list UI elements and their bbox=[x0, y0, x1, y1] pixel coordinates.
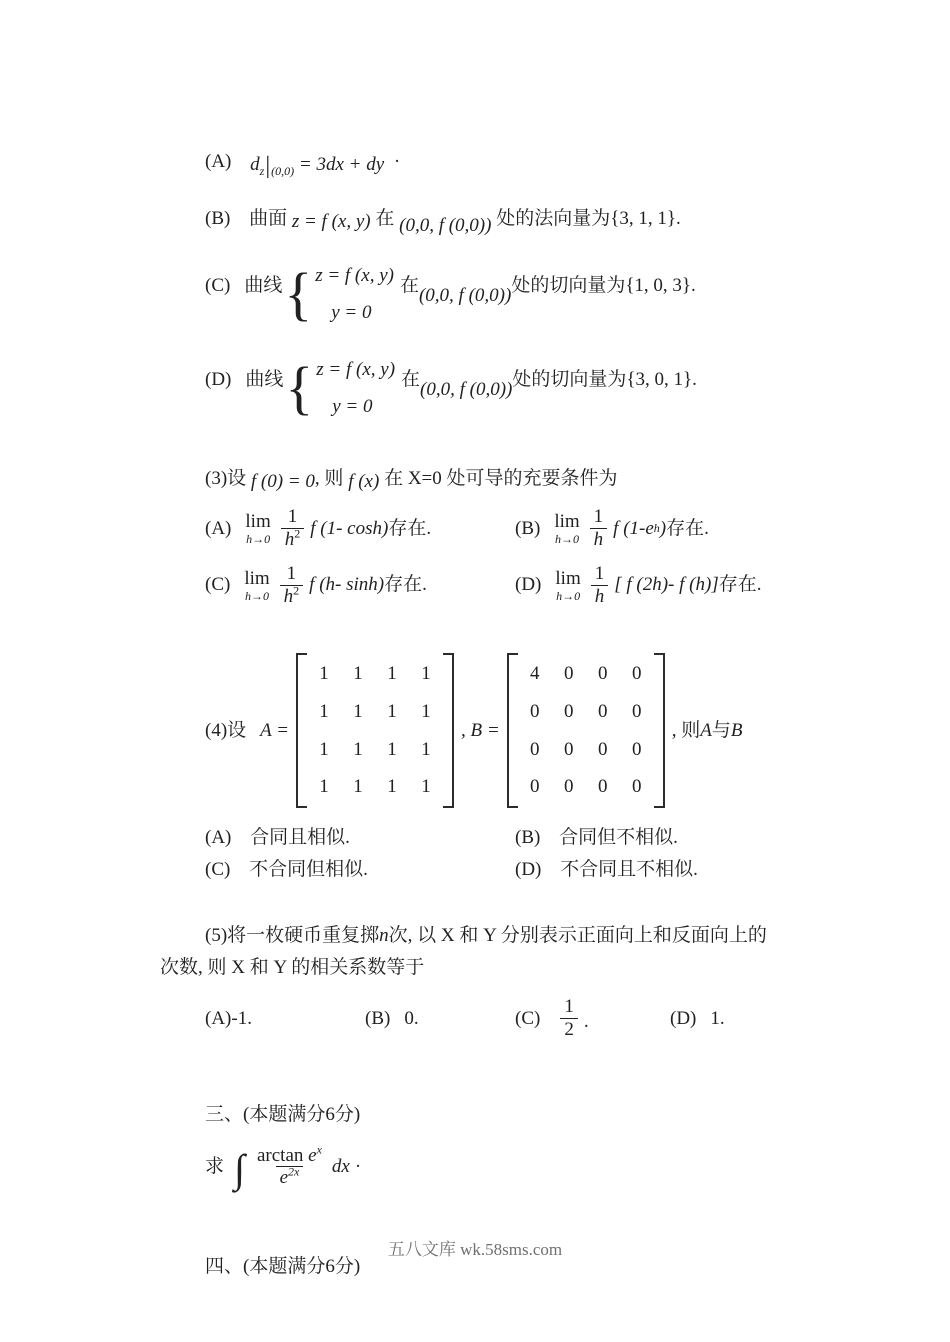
q5-text-pre: (5)将一枚硬币重复掷 bbox=[205, 924, 380, 946]
q4-stem bbox=[160, 653, 820, 807]
system-brace: { bbox=[284, 260, 313, 328]
q2-option-d bbox=[160, 356, 820, 420]
option-c-label: (C) bbox=[205, 859, 231, 881]
q3-mid1: , 则 bbox=[314, 467, 344, 489]
surface-equation: z = f (x, y) bbox=[291, 210, 371, 232]
option-a-text: -1. bbox=[231, 1007, 252, 1029]
formula-d: d bbox=[250, 154, 260, 175]
den-sup: 2 bbox=[294, 526, 301, 541]
matrix-cell: 1 bbox=[353, 663, 363, 685]
q2d-text-post: 处的切向量为{3, 0, 1}. bbox=[512, 369, 697, 391]
matrix-cell: 1 bbox=[421, 738, 431, 760]
matrix-cell: 1 bbox=[421, 701, 431, 722]
fraction-denominator bbox=[280, 585, 304, 608]
matrix-b bbox=[507, 653, 665, 807]
matrix-cell: 0 bbox=[631, 738, 642, 760]
expression: f (1- cosh) bbox=[310, 517, 389, 539]
matrix-cell: 1 bbox=[421, 663, 431, 685]
matrix-cell: 4 bbox=[529, 663, 540, 685]
matrix-right-bracket bbox=[443, 653, 454, 807]
option-a-label: (A) bbox=[205, 517, 232, 539]
q5-options bbox=[160, 996, 820, 1041]
q4-option-d bbox=[515, 856, 820, 884]
q2c-text-zai: 在 bbox=[399, 275, 419, 297]
matrix-left-bracket bbox=[296, 653, 307, 807]
system-row2: y = 0 bbox=[332, 395, 373, 417]
num-sup: x bbox=[316, 1142, 322, 1157]
q3-option-a bbox=[205, 506, 515, 551]
q4-option-a bbox=[205, 824, 515, 852]
integrand-fraction bbox=[253, 1142, 326, 1190]
evaluation-bar: | bbox=[265, 153, 271, 179]
dx-text: dx bbox=[331, 1156, 350, 1178]
qiu-text: 求 bbox=[205, 1156, 225, 1178]
fraction bbox=[281, 506, 305, 551]
option-c-label: (C) bbox=[515, 1007, 541, 1029]
q2-option-c bbox=[160, 262, 820, 326]
q5-option-b bbox=[365, 1005, 515, 1033]
q3-at-x0: X=0 bbox=[407, 467, 442, 489]
limit-operator bbox=[555, 569, 580, 602]
option-d-label: (D) bbox=[670, 1007, 697, 1029]
exists-text: 存在. bbox=[384, 574, 427, 596]
surface-point: (0,0, f (0,0)) bbox=[399, 214, 492, 236]
fraction-numerator: 1 bbox=[286, 562, 297, 584]
fraction-numerator: 1 bbox=[287, 506, 298, 528]
q3-option-c bbox=[205, 563, 515, 608]
matrix-cell: 1 bbox=[387, 663, 397, 685]
arctan-text: arctan bbox=[256, 1144, 304, 1166]
q3-options bbox=[160, 506, 820, 607]
expression: f (h- sinh) bbox=[309, 574, 385, 596]
system-row1: z = f (x, y) bbox=[315, 265, 394, 287]
option-c-label: (C) bbox=[205, 574, 231, 596]
equation-system bbox=[284, 262, 394, 326]
fraction-numerator: 1 bbox=[564, 996, 574, 1018]
q4-tail-b: B bbox=[730, 719, 743, 741]
q2-option-a-formula bbox=[250, 153, 385, 179]
den-base: h bbox=[594, 585, 605, 607]
section-3-body bbox=[160, 1142, 820, 1191]
section-3-title-text: 三、(本题满分6分) bbox=[205, 1104, 361, 1126]
matrix-cell: 1 bbox=[319, 701, 329, 722]
matrix-cell: 0 bbox=[597, 701, 608, 722]
option-c-period: . bbox=[583, 1010, 589, 1032]
matrix-a bbox=[296, 653, 454, 807]
den-base: h bbox=[593, 528, 604, 550]
option-c-label: (C) bbox=[205, 275, 231, 297]
curve-point: (0,0, f (0,0)) bbox=[418, 285, 512, 307]
matrix-cell: 1 bbox=[387, 776, 397, 798]
limit-operator bbox=[245, 512, 270, 545]
limit-operator bbox=[244, 569, 269, 602]
lim-word: lim bbox=[245, 510, 271, 532]
q5-stem-line1 bbox=[160, 920, 820, 952]
matrix-cell: 0 bbox=[631, 776, 642, 798]
q3-option-d bbox=[515, 563, 820, 608]
matrix-cell: 0 bbox=[631, 663, 642, 685]
limit-operator bbox=[554, 512, 579, 545]
matrix-right-bracket bbox=[654, 653, 665, 807]
exists-text: 存在. bbox=[388, 517, 432, 539]
matrix-cell: 1 bbox=[387, 738, 397, 760]
expr-base: e bbox=[645, 517, 654, 539]
q3-stem bbox=[160, 465, 820, 493]
q4-tail-a: A bbox=[700, 719, 712, 741]
q2-option-b bbox=[160, 205, 820, 236]
option-d-label: (D) bbox=[515, 859, 542, 881]
fraction-numerator: 1 bbox=[593, 506, 604, 528]
section-3-title bbox=[160, 1101, 820, 1129]
fraction bbox=[590, 506, 608, 551]
matrix-cell: 1 bbox=[353, 776, 363, 798]
matrix-cell: 1 bbox=[319, 663, 329, 685]
option-c-text: 不合同但相似. bbox=[249, 859, 368, 881]
fraction-numerator: 1 bbox=[594, 562, 605, 584]
option-a-text: 合同且相似. bbox=[250, 826, 350, 848]
option-b-label: (B) bbox=[515, 517, 541, 539]
q4-tail-mid: 与 bbox=[711, 719, 731, 741]
matrix-a-cells bbox=[307, 653, 443, 807]
matrix-left-bracket bbox=[507, 653, 518, 807]
watermark-footer: 五八文库 wk.58sms.com bbox=[387, 1240, 563, 1259]
q5-stem bbox=[160, 920, 820, 985]
system-rows bbox=[316, 356, 395, 420]
fraction-denominator bbox=[276, 1166, 304, 1189]
fraction-denominator bbox=[591, 585, 609, 608]
q5-var-n: n bbox=[379, 924, 389, 946]
option-b-text: 0. bbox=[404, 1007, 419, 1029]
den-base: e bbox=[279, 1167, 288, 1189]
q5-stem-line2 bbox=[160, 952, 820, 984]
fraction-one-half bbox=[560, 996, 578, 1041]
matrix-cell: 0 bbox=[563, 738, 574, 760]
option-b-label: (B) bbox=[365, 1007, 391, 1029]
expr-post: ) bbox=[659, 517, 667, 539]
matrix-a-equals: A = bbox=[260, 719, 289, 741]
matrix-cell: 0 bbox=[563, 701, 574, 722]
option-a-label: (A) bbox=[205, 826, 232, 848]
lim-word: lim bbox=[554, 510, 580, 532]
q3-mid2: 在 bbox=[384, 467, 404, 489]
system-row2: y = 0 bbox=[331, 301, 372, 323]
matrix-cell: 1 bbox=[353, 738, 363, 760]
q4-number: (4)设 bbox=[205, 719, 247, 741]
matrix-cell: 1 bbox=[353, 701, 363, 722]
den-sup: 2x bbox=[288, 1165, 300, 1180]
num-base: e bbox=[308, 1144, 317, 1166]
matrix-cell: 0 bbox=[529, 776, 540, 798]
matrix-cell: 1 bbox=[319, 776, 329, 798]
matrix-cell: 1 bbox=[319, 738, 329, 760]
q2-option-a bbox=[160, 146, 820, 181]
lim-word: lim bbox=[555, 567, 581, 589]
den-sup: 2 bbox=[293, 583, 300, 598]
matrix-cell: 1 bbox=[387, 701, 397, 722]
expression: f (1- bbox=[613, 517, 646, 539]
option-d-text: 不合同且不相似. bbox=[560, 859, 698, 881]
expression: [ f (2h)- f (h)] bbox=[614, 574, 719, 596]
q2b-text-pre: 曲面 bbox=[249, 207, 288, 229]
trailing-dot: · bbox=[393, 151, 401, 172]
matrix-cell: 0 bbox=[631, 701, 642, 722]
q2d-text-zai: 在 bbox=[401, 369, 421, 391]
system-rows bbox=[315, 262, 394, 326]
lim-subscript: h→0 bbox=[246, 531, 271, 546]
q2b-text-post: 处的法向量为{3, 1, 1}. bbox=[496, 207, 681, 229]
integral-sign: ∫ bbox=[234, 1145, 245, 1191]
q5-option-a bbox=[205, 1005, 365, 1033]
option-b-label: (B) bbox=[205, 207, 231, 229]
q3-option-b: (B) lim h→0 $\frac{1}{h}$ f (1- e h ) 存在. bbox=[515, 506, 709, 550]
q3-function: f (x) bbox=[348, 470, 380, 492]
trailing-dot: · bbox=[354, 1156, 362, 1178]
option-b-label: (B) bbox=[515, 826, 541, 848]
lim-subscript: h→0 bbox=[555, 531, 579, 546]
formula-d-subscript: z bbox=[259, 163, 265, 178]
q5-line2-text: 次数, 则 X 和 Y 的相关系数等于 bbox=[160, 957, 425, 979]
lim-subscript: h→0 bbox=[556, 588, 581, 603]
lim-subscript: h→0 bbox=[245, 588, 269, 603]
matrix-cell: 0 bbox=[563, 663, 574, 685]
den-base: h bbox=[283, 585, 294, 607]
q4-options bbox=[160, 824, 820, 884]
section-4-title-text: 四、(本题满分6分) bbox=[205, 1256, 361, 1278]
matrix-b-equals: , B = bbox=[461, 719, 500, 741]
q3-condition: f (0) = 0 bbox=[250, 470, 315, 492]
q5-option-c bbox=[515, 996, 670, 1041]
q2c-text-pre: 曲线 bbox=[244, 275, 283, 297]
q2d-text-pre: 曲线 bbox=[245, 369, 284, 391]
fraction-denominator bbox=[590, 528, 608, 551]
matrix-cell: 0 bbox=[529, 738, 540, 760]
option-d-text: 1. bbox=[710, 1007, 725, 1029]
equation-system bbox=[285, 356, 395, 420]
matrix-b-cells bbox=[518, 653, 654, 807]
q3-number: (3)设 bbox=[205, 467, 247, 489]
matrix-cell: 0 bbox=[597, 663, 608, 685]
q5-text-post: 次, 以 X 和 Y 分别表示正面向上和反面向上的 bbox=[388, 924, 767, 946]
formula-rest: = 3dx + dy bbox=[298, 154, 385, 175]
evaluation-point-subscript: (0,0) bbox=[271, 163, 295, 178]
q2c-text-post: 处的切向量为{1, 0, 3}. bbox=[511, 275, 696, 297]
fraction bbox=[591, 563, 609, 608]
q3-tail: 处可导的充要条件为 bbox=[446, 467, 618, 489]
option-d-label: (D) bbox=[205, 369, 232, 391]
q4-option-b bbox=[515, 824, 820, 852]
option-b-text: 合同但不相似. bbox=[559, 826, 678, 848]
matrix-cell: 0 bbox=[597, 738, 608, 760]
matrix-cell: 0 bbox=[529, 701, 540, 722]
fraction bbox=[280, 563, 304, 608]
curve-point: (0,0, f (0,0)) bbox=[420, 379, 513, 401]
exists-text: 存在. bbox=[718, 574, 762, 596]
q5-option-d bbox=[670, 1005, 725, 1033]
q4-tail-pre: , 则 bbox=[671, 719, 701, 741]
q2b-text-zai: 在 bbox=[375, 207, 395, 229]
system-brace: { bbox=[285, 354, 314, 422]
q4-option-c bbox=[205, 856, 515, 884]
fraction-numerator bbox=[253, 1142, 326, 1167]
option-a-label: (A) bbox=[205, 151, 232, 172]
matrix-cell: 0 bbox=[597, 776, 608, 798]
den-base: h bbox=[284, 528, 295, 550]
matrix-cell: 0 bbox=[563, 776, 574, 798]
system-row1: z = f (x, y) bbox=[316, 359, 396, 381]
option-d-label: (D) bbox=[515, 574, 542, 596]
fraction-denominator bbox=[281, 528, 305, 551]
matrix-cell: 1 bbox=[421, 776, 431, 798]
exists-text: 存在. bbox=[666, 517, 709, 539]
lim-word: lim bbox=[244, 567, 270, 589]
fraction-denominator: 2 bbox=[560, 1018, 578, 1041]
option-a-label: (A) bbox=[205, 1007, 232, 1029]
